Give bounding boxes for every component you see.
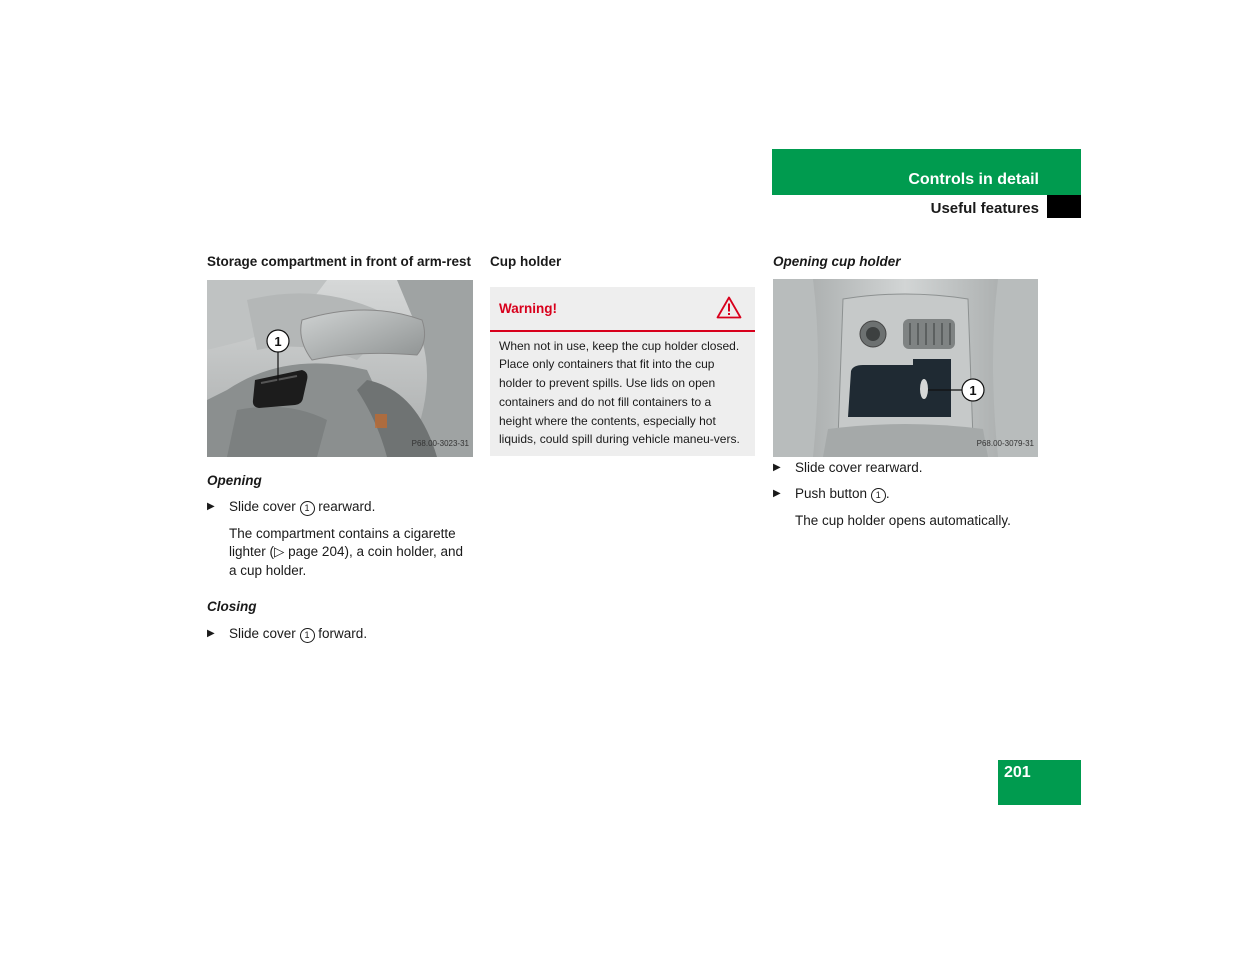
cup-holder-figure-code: P68.00-3079-31 <box>976 439 1034 448</box>
callout-1-icon: 1 <box>300 501 315 516</box>
closing-heading: Closing <box>207 599 257 614</box>
section-header-bar <box>772 149 1081 195</box>
opening-cup-holder-heading: Opening cup holder <box>773 254 901 269</box>
cup-holder-figure <box>773 279 1038 457</box>
slide-cover-step: ▶ Slide cover rearward. <box>773 459 1038 478</box>
closing-step: ▶ Slide cover 1 forward. <box>207 625 473 644</box>
subsection-title: Useful features <box>930 200 1039 217</box>
cup-holder-illustration <box>773 279 1038 457</box>
bullet-arrow-icon: ▶ <box>207 627 215 639</box>
header-marker <box>1047 195 1081 218</box>
storage-heading: Storage compartment in front of arm-rest <box>207 254 472 269</box>
opening-step: ▶ Slide cover 1 rearward. <box>207 498 473 517</box>
section-title: Controls in detail <box>908 171 1039 188</box>
warning-box <box>490 287 755 457</box>
storage-compartment-figure <box>207 280 473 457</box>
bullet-arrow-icon: ▶ <box>773 461 781 473</box>
storage-figure-code: P68.00-3023-31 <box>411 439 469 448</box>
cup-holder-callout-1: 1 <box>969 382 977 398</box>
page-number-box <box>998 760 1081 805</box>
warning-header <box>490 287 755 332</box>
warning-title: Warning! <box>499 300 557 316</box>
page-number: 201 <box>1004 764 1031 781</box>
callout-1-icon: 1 <box>300 628 315 643</box>
push-button-step: ▶ Push button 1 . <box>773 485 1038 504</box>
opening-note: The compartment contains a cigarette lighter (▷ page 204), a coin holder, and a cup holder. <box>229 525 464 578</box>
bullet-arrow-icon: ▶ <box>207 501 215 512</box>
subsection-header <box>772 195 1047 218</box>
column-opening-cup-holder <box>773 253 1038 530</box>
column-storage-compartment <box>207 253 473 643</box>
storage-callout-1: 1 <box>274 333 282 349</box>
opens-automatically-note: The cup holder opens automatically. <box>795 512 1011 528</box>
warning-triangle-icon <box>716 296 742 325</box>
column-cup-holder <box>490 253 755 456</box>
opening-heading: Opening <box>207 472 262 488</box>
warning-text: When not in use, keep the cup holder closed. Place only containers that fit into the cup holder to prevent spills. Use lids on open containers and do not fill containers to a height where the contents, especially hot liquids, could spill during vehicle maneu-vers. <box>499 338 740 447</box>
cup-holder-heading: Cup holder <box>490 254 562 269</box>
bullet-arrow-icon: ▶ <box>773 488 781 499</box>
callout-1-icon: 1 <box>871 488 886 503</box>
armrest-illustration <box>207 280 473 457</box>
